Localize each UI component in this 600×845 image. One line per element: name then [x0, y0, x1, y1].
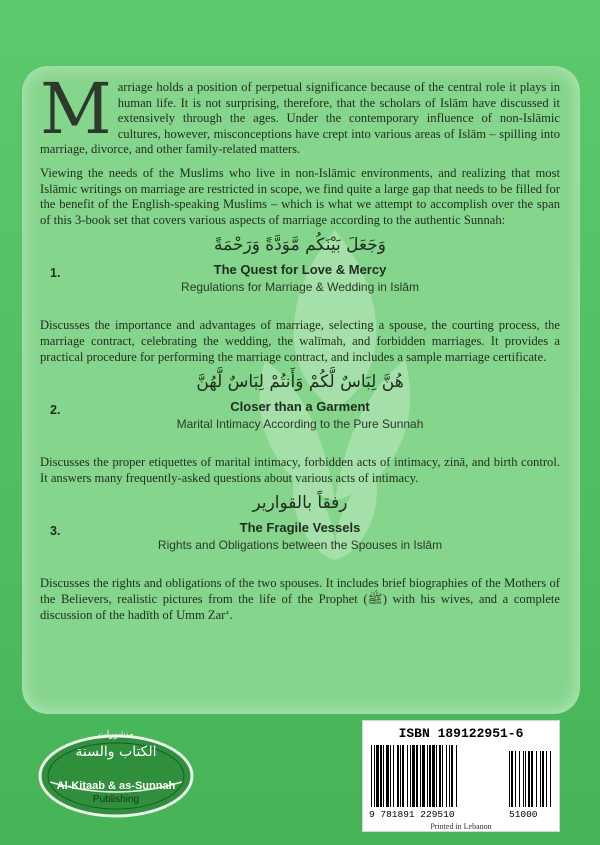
publisher-logo	[36, 728, 196, 828]
book-2-arabic: هُنَّ لِبَاسٌ لَّكُمْ وَأَنتُمْ لِبَاسٌ لَّهُنَّ	[196, 372, 404, 393]
book-3	[40, 493, 560, 562]
barcode-box	[362, 720, 560, 832]
book-2-subtitle: Marital Intimacy According to the Pure Sunnah	[176, 417, 424, 432]
book-2	[40, 372, 560, 441]
intro-paragraph-1	[40, 68, 560, 158]
barcode-addon-digits: 51000	[509, 809, 538, 820]
printed-in: Printed in Lebanon	[430, 822, 492, 831]
book-3-arabic: رفقاً بالقوارير	[252, 493, 348, 514]
book-1-description: Discusses the importance and advantages of marriage, selecting a spouse, the courting process, the marriage contract, celebrating the wedding, the walīmah, and forbidden marriages. It provides a practical procedure for performing the marriage contract, and includes a sample marriage certificate.	[40, 318, 560, 364]
barcode-icon	[371, 745, 553, 811]
book-1	[40, 235, 560, 304]
book-1-title: The Quest for Love & Mercy	[213, 262, 387, 278]
book-1-arabic: وَجَعَلَ بَيْنَكُم مَّوَدَّةً وَرَحْمَةً	[214, 235, 386, 256]
publisher-name: Al-Kitaab & as-Sunnah	[56, 780, 176, 792]
main-text	[40, 68, 560, 627]
isbn-text: ISBN 189122951-6	[398, 726, 524, 741]
book-2-number: 2.	[50, 403, 61, 418]
publisher-label: Publishing	[92, 794, 140, 805]
logo-arabic-top: منشورات	[98, 730, 134, 740]
book-1-subtitle: Regulations for Marriage & Wedding in Islām	[181, 280, 419, 295]
logo-arabic-name: الكتاب والسنة	[75, 744, 157, 760]
book-3-description: Discusses the rights and obligations of the two spouses. It includes brief biographies of the Mothers of the Believers, realistic pictures from the life of the Prophet (ﷺ) with his wives, and a complete discussion of the hadīth of Umm Zar‘.	[40, 576, 560, 622]
book-3-number: 3.	[50, 524, 61, 539]
book-3-title: The Fragile Vessels	[239, 520, 361, 536]
logo-emblem-icon	[36, 728, 196, 828]
intro-text-1: arriage holds a position of perpetual significance because of the central role it plays in human life. It is not surprising, therefore, that the scholars of Islām have discussed it extensively through the ages. Under the contemporary influence of non-Islāmic cultures, however, misconceptions have crept into various areas of Islām – spilling into marriage, divorce, and other family-related matters.	[40, 80, 560, 157]
book-1-number: 1.	[50, 266, 61, 281]
intro-paragraph-2: Viewing the needs of the Muslims who live in non-Islāmic environments, and realizing that most Islāmic writings on marriage are restricted in scope, we find quite a large gap that needs to be filled for the benefit of the English-speaking Muslims – which is what we attempt to accomplish over the span of this 3-book set that covers various aspects of marriage according to the authentic Sunnah:	[40, 165, 560, 227]
drop-cap: M	[40, 68, 112, 150]
barcode-digits: 9 781891 229510	[369, 809, 455, 820]
book-2-title: Closer than a Garment	[230, 399, 370, 415]
book-3-subtitle: Rights and Obligations between the Spouses in Islām	[157, 538, 443, 553]
book-2-description: Discusses the proper etiquettes of marital intimacy, forbidden acts of intimacy, zinā, and birth control. It answers many frequently-asked questions about various acts of intimacy.	[40, 455, 560, 485]
